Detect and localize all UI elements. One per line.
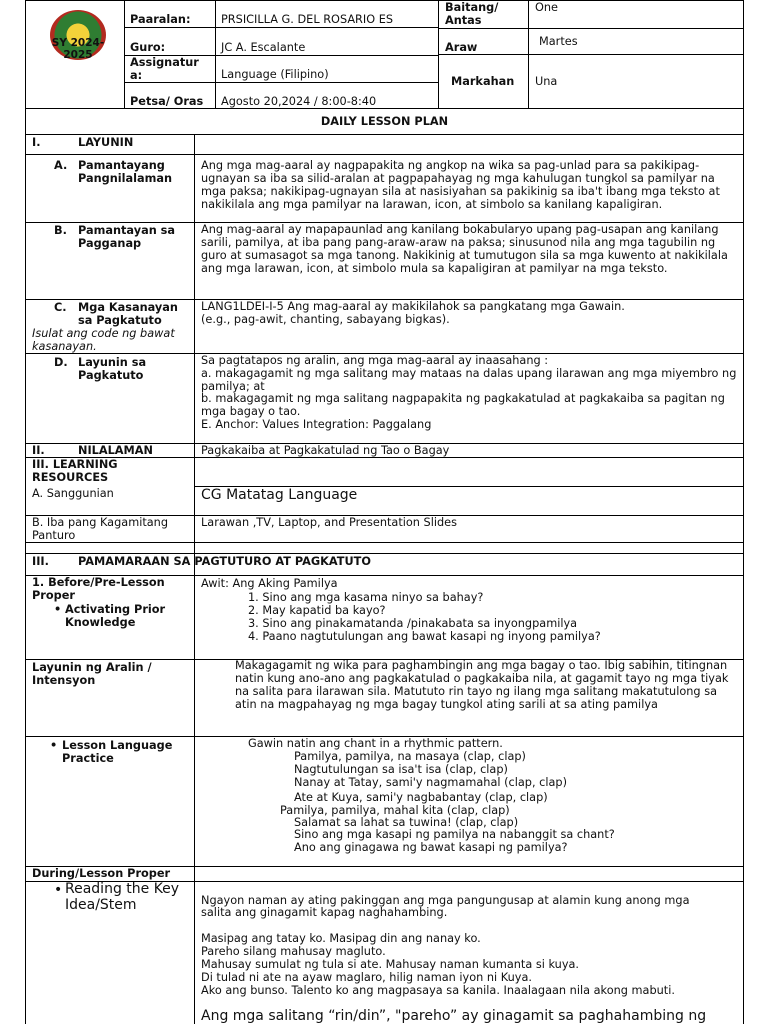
resource-a-value: CG Matatag Language [201,487,358,503]
question-list [248,591,601,643]
before-lesson-label: 1. Before/Pre-Lesson Proper [32,576,165,602]
intent-text: Makagagamit ng wika para paghambingin ang mga bagay o tao. Ibig sabihin, titingnan natin kung ano-ano ang pagkakatulad o pagkakaiba nila, at gagamit tayo ng mga tiyak na salita para ilarawan sila. Matututo rin tayo ng ilang mga salitang makatutulong sa atin na magpahayag ng mga bagay tungkol ating sarili at sa ating pamilya [235,659,729,711]
chant-line: Ate at Kuya, sami'y nagbabantay (clap, clap) [294,791,548,804]
objective-a-text: Ang mga mag-aaral ay nagpapakita ng angkop na wika sa pag-unlad para sa pakikipag-ugnayan sa iba sa silid-aralan at pagpapahayag ng mga kahulugan tungkol sa pamilyar na mga paksa; nakikipag-ugnayan sila at nasisiyahan sa pakikinig sa iba't ibang mga teksto at nakikilala ang mga pamilyar na larawan, icon, at simbolo sa kanilang kapaligiran. [201,159,720,211]
procedure-num: III. [32,555,49,568]
practice-label: Lesson Language Practice [62,739,173,765]
objective-d-label: Layunin sa Pagkatuto [78,356,147,382]
grade-label: Baitang/ Antas [445,1,499,27]
objective-b-label: Pamantayan sa Pagganap [78,224,176,250]
content-num: II. [32,444,45,457]
objective-d-line-4: E. Anchor: Values Integration: Paggalang [201,418,432,431]
objective-d-line-1: Sa pagtatapos ng aralin, ang mga mag-aaral ay inaasahang : [201,354,549,367]
objective-d-line-2: a. makagagamit ng mga salitang may mataas na dalas upang ilarawan ang mga miyembro ng pamilya; at [201,367,737,393]
chant-line: Salamat sa lahat sa tuwina! (clap, clap) [294,816,519,829]
objective-c-letter: C. [54,301,67,314]
logo-school-year: SY 2024-2025 [51,37,105,61]
teacher-label: Guro: [130,41,166,54]
reading-intro-2: salita ang ginagamit kapag naghahambing. [201,906,448,919]
reading-label: Reading the Key Idea/Stem [65,881,180,913]
resource-b-value: Larawan ,TV, Laptop, and Presentation Slides [201,516,458,529]
date-value: Agosto 20,2024 / 8:00-8:40 [221,95,377,108]
objective-a-label: Pamantayang Pangnilalaman [78,159,173,185]
sentence-line: Di tulad ni ate na ayaw maglaro, hilig naman iyon ni Kuya. [201,971,532,984]
activating-bullet: • [54,603,62,616]
reading-bullet: • [54,882,63,898]
objective-c-label: Mga Kasanayan sa Pagkatuto [78,301,178,327]
resource-b-label: B. Iba pang Kagamitang Panturo [32,516,169,542]
teacher-value: JC A. Escalante [221,41,306,54]
content-heading: NILALAMAN [78,444,153,457]
day-label: Araw [445,41,478,54]
sentence-line: Masipag ang tatay ko. Masipag din ang nanay ko. [201,932,481,945]
objective-b-text: Ang mag-aaral ay mapapaunlad ang kanilang bokabularyo upang pag-usapan ang kanilang sarili, pamilya, at iba pang pang-araw-araw na paksa; sinusunod nila ang mga tagubilin ng guro at sumasagot sa mga tanong. Nakikinig at tumutugon sila sa mga kuwento at nakikilala ang mga larawan, icon, at simbolo mula sa kapaligiran at pamilyar na mga teksto. [201,223,728,275]
resources-heading: III. LEARNING RESOURCES [32,458,118,484]
procedure-heading: PAMAMARAAN SA PAGTUTURO AT PAGKATUTO [78,555,371,568]
date-label: Petsa/ Oras [130,95,204,108]
sentence-line: Mahusay sumulat ng tula si ate. Mahusay naman kumanta si kuya. [201,958,580,971]
quarter-value: Una [535,75,558,88]
day-value: Martes [539,35,578,48]
objective-c-text-1: LANG1LDEI-I-5 Ang mag-aaral ay makikilahok sa pangkatang mga Gawain. [201,300,625,313]
objective-d-letter: D. [54,356,68,369]
objective-c-note: Isulat ang code ng bawat kasanayan. [32,327,175,353]
list-item: 4. Paano nagtutulungan ang bawat kasapi ng inyong pamilya? [248,629,601,643]
subject-value: Language (Filipino) [221,68,329,81]
during-lesson-label: During/Lesson Proper [32,867,171,880]
list-item: 1. Sino ang mga kasama ninyo sa bahay? [248,591,484,604]
activating-label: Activating Prior Knowledge [65,603,166,629]
resource-a-label: A. Sanggunian [32,487,114,500]
chant-line: Pamilya, pamilya, mahal kita (clap, clap) [280,804,510,817]
subject-label: Assignatur a: [130,56,199,82]
chant-question: Ano ang ginagawa ng bawat kasapi ng pamilya? [294,841,568,854]
school-value: PRSICILLA G. DEL ROSARIO ES [221,13,394,26]
song-title: Awit: Ang Aking Pamilya [201,577,338,590]
list-item: 3. Sino ang pinakamatanda /pinakabata sa inyongpamilya [248,616,578,630]
chant-intro: Gawin natin ang chant in a rhythmic pattern. [248,737,503,750]
sentence-line: Ako ang bunso. Talento ko ang magpasaya sa kanila. Inaalagaan nila akong mabuti. [201,984,675,997]
content-value: Pagkakaiba at Pagkakatulad ng Tao o Bagay [201,444,450,457]
quarter-label: Markahan [451,75,515,88]
reading-intro-1: Ngayon naman ay ating pakinggan ang mga pangungusap at alamin kung anong mga [201,894,690,907]
chant-line: Pamilya, pamilya, na masaya (clap, clap) [294,750,526,763]
objective-b-letter: B. [54,224,67,237]
objective-a-letter: A. [54,159,68,172]
sentence-line: Pareho silang mahusay magluto. [201,945,386,958]
objective-d-line-3: b. makagagamit ng mga salitang nagpapakita ng pagkakatulad at pagkakaiba sa pagitan ng mga bagay o tao. [201,392,725,418]
school-label: Paaralan: [130,13,191,26]
grade-value: One [535,1,559,14]
intent-label: Layunin ng Aralin / Intensyon [32,661,152,687]
objective-c-text-2: (e.g., pag-awit, chanting, sabayang bigkas). [201,313,450,326]
objectives-heading: LAYUNIN [78,136,134,149]
chant-line: Nagtutulungan sa isa't isa (clap, clap) [294,763,508,776]
chant-line: Nanay at Tatay, sami'y nagmamahal (clap, clap) [294,776,567,789]
list-item: 2. May kapatid ba kayo? [248,603,386,617]
chant-question: Sino ang mga kasapi ng pamilya na nabanggit sa chant? [294,828,615,841]
key-statement: Ang mga salitang “rin/din”, "pareho” ay ginagamit sa paghahambing ng [201,1008,707,1024]
practice-bullet: • [50,739,58,752]
page-title: DAILY LESSON PLAN [320,115,449,128]
objectives-num: I. [32,136,41,149]
